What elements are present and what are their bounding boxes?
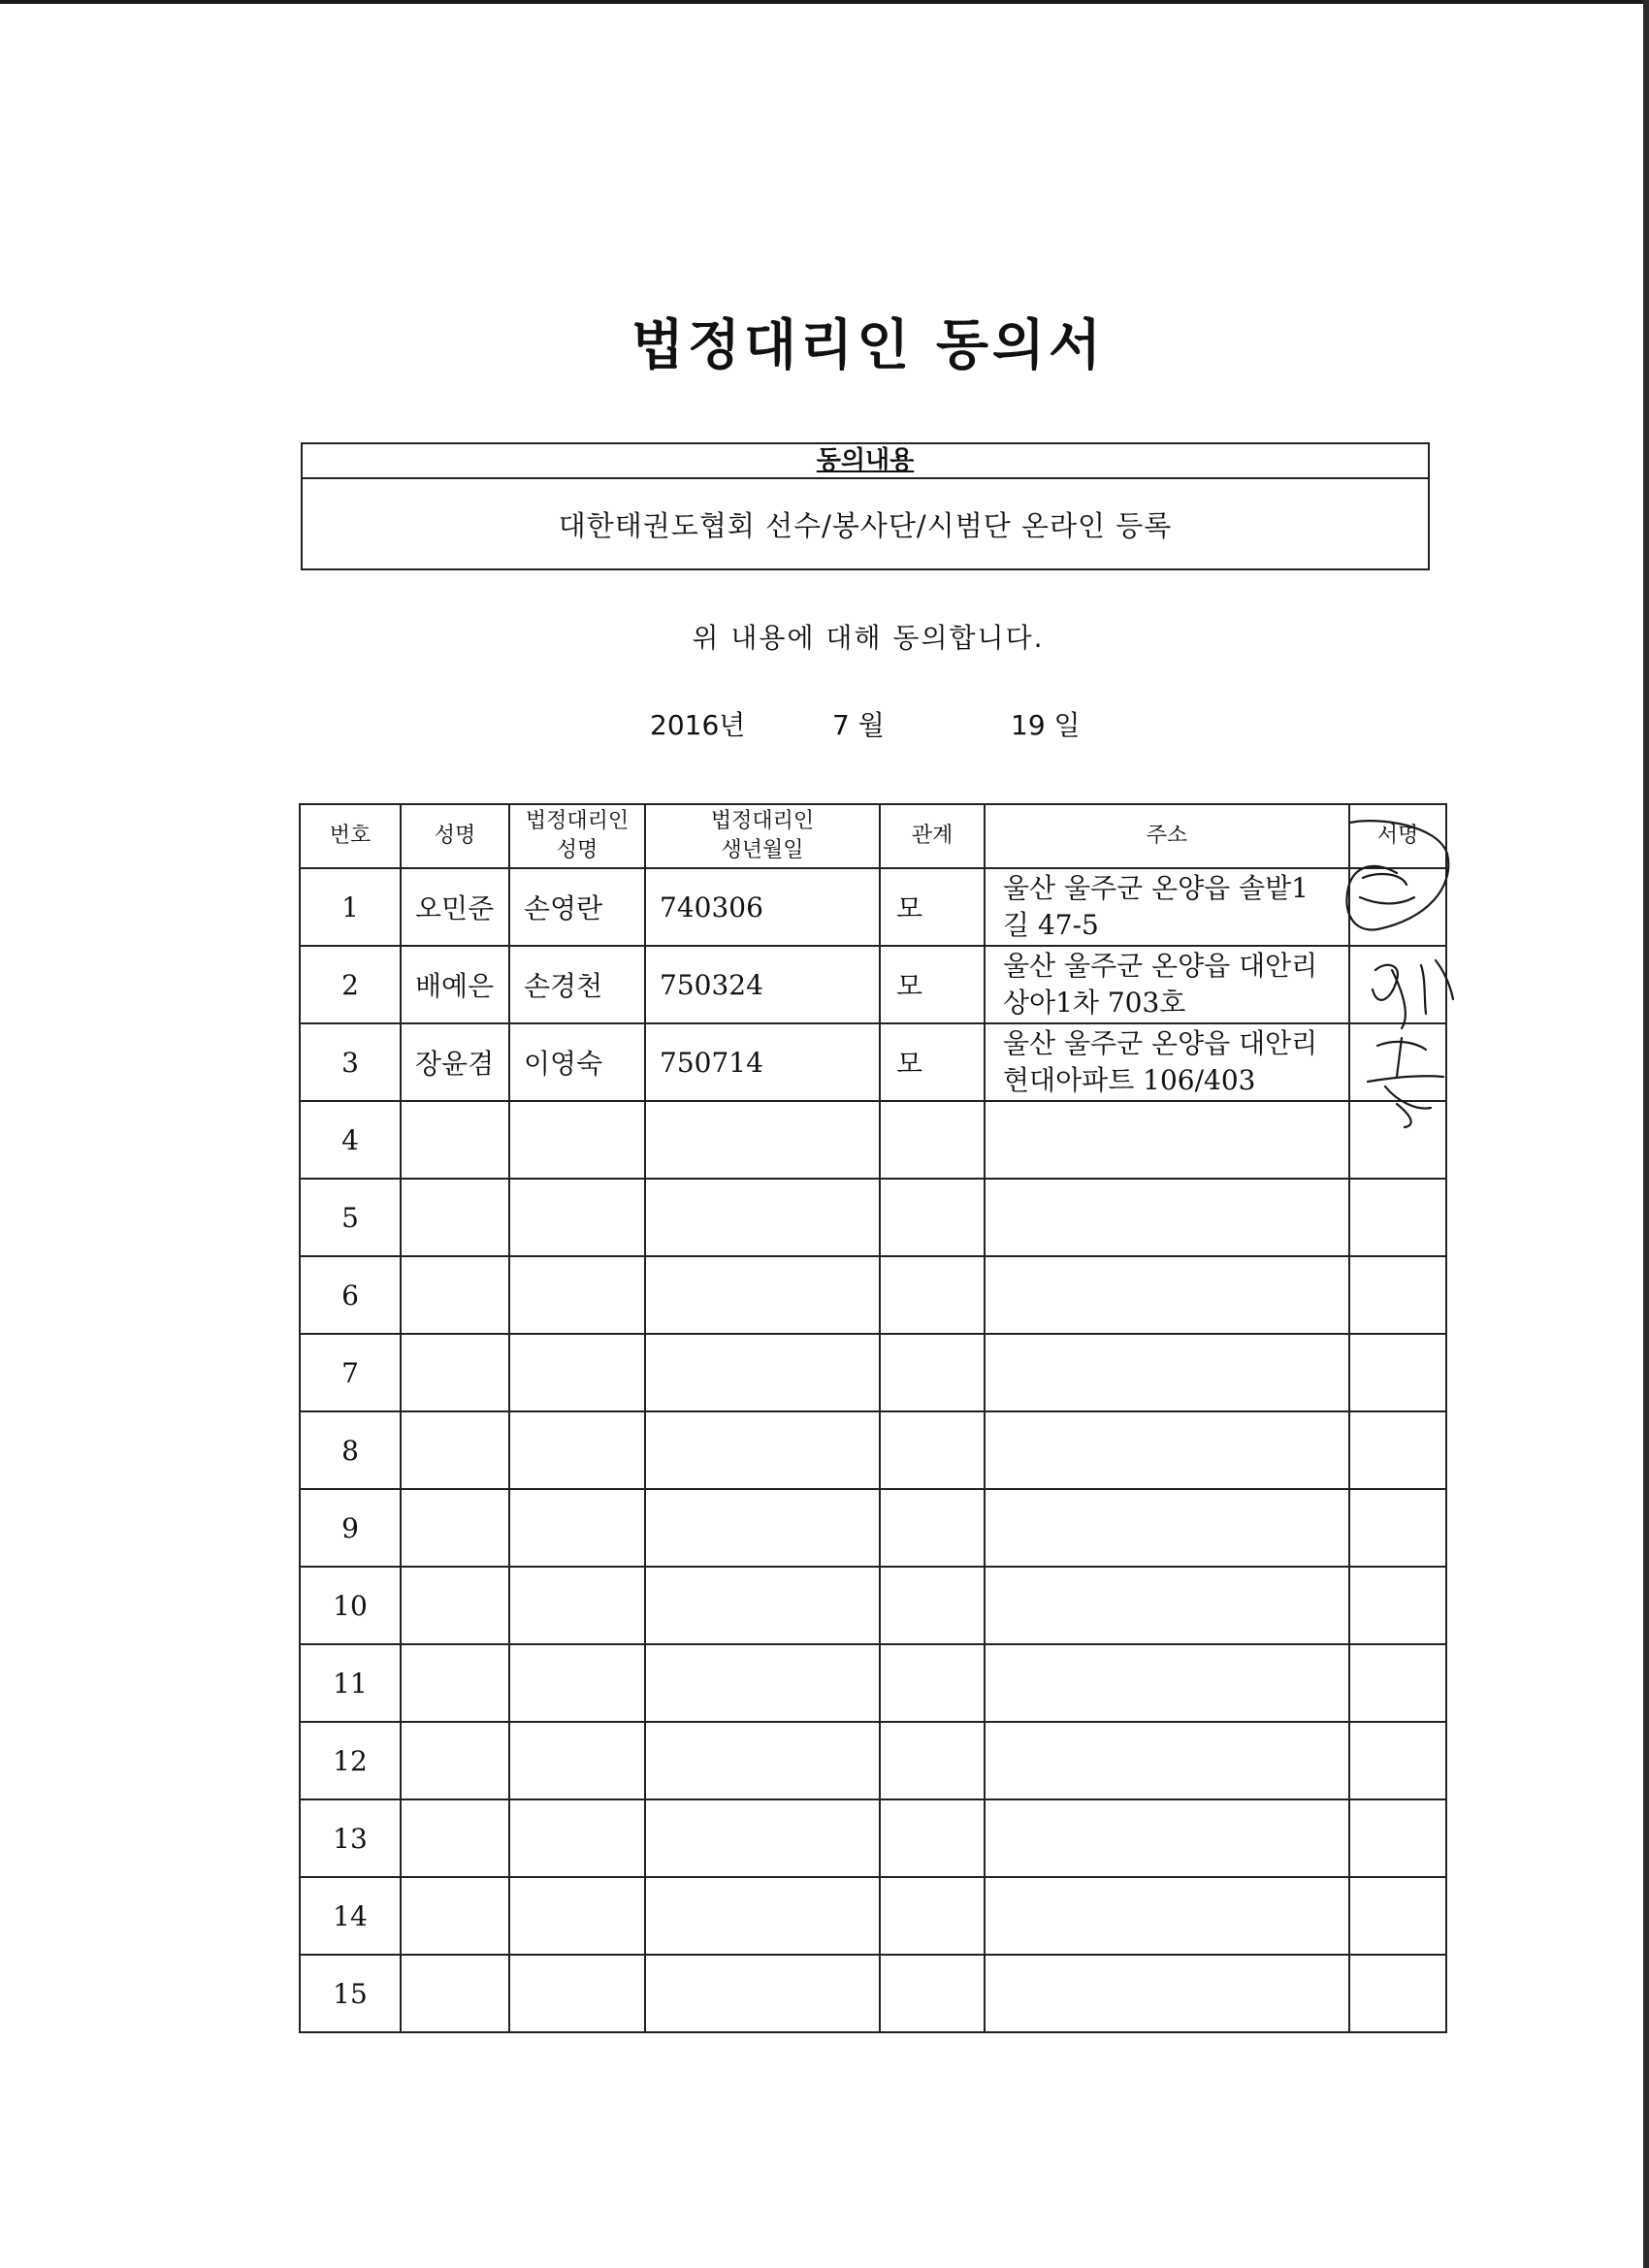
consent-header-text: 동의내용 bbox=[816, 446, 915, 475]
cell-address bbox=[985, 1955, 1349, 2032]
cell-no: 2 bbox=[300, 946, 401, 1023]
table-row bbox=[300, 1101, 1446, 1179]
cell-address bbox=[985, 1877, 1349, 1955]
header-rep-name-line2: 성명 bbox=[556, 838, 598, 862]
cell-rep-birth: 750324 bbox=[645, 946, 880, 1023]
cell-rep-name bbox=[509, 1179, 645, 1256]
table-row bbox=[300, 1411, 1446, 1489]
address-line2: 현대아파트 106/403 bbox=[1003, 1064, 1256, 1096]
cell-relation bbox=[880, 1567, 985, 1644]
cell-no: 11 bbox=[300, 1644, 401, 1722]
table-row bbox=[300, 1256, 1446, 1334]
cell-signature bbox=[1349, 1411, 1446, 1489]
cell-rep-birth bbox=[645, 1411, 880, 1489]
cell-no: 7 bbox=[300, 1334, 401, 1411]
cell-no: 3 bbox=[300, 1023, 401, 1101]
cell-name bbox=[401, 1334, 509, 1411]
cell-name bbox=[401, 1179, 509, 1256]
cell-no: 9 bbox=[300, 1489, 401, 1567]
cell-no: 5 bbox=[300, 1179, 401, 1256]
table-row bbox=[300, 1644, 1446, 1722]
scan-edge-top bbox=[0, 0, 1649, 4]
cell-rep-birth bbox=[645, 1101, 880, 1179]
cell-rep-birth bbox=[645, 1877, 880, 1955]
cell-rep-name: 손경천 bbox=[509, 946, 645, 1023]
table-row bbox=[300, 946, 1446, 1023]
cell-signature bbox=[1349, 1256, 1446, 1334]
roster-table bbox=[299, 803, 1447, 2033]
address-line2: 상아1차 703호 bbox=[1003, 987, 1186, 1019]
table-header-row bbox=[300, 804, 1446, 868]
cell-signature bbox=[1349, 1334, 1446, 1411]
cell-rep-name bbox=[509, 1877, 645, 1955]
cell-address bbox=[985, 868, 1349, 946]
cell-rep-name bbox=[509, 1489, 645, 1567]
cell-name bbox=[401, 1101, 509, 1179]
cell-rep-name bbox=[509, 1722, 645, 1799]
table-row bbox=[300, 1023, 1446, 1101]
address-line1: 울산 울주군 온양읍 솔밭1 bbox=[1003, 872, 1309, 904]
cell-rep-birth: 740306 bbox=[645, 868, 880, 946]
cell-relation bbox=[880, 1179, 985, 1256]
header-address: 주소 bbox=[985, 804, 1349, 868]
header-name: 성명 bbox=[401, 804, 509, 868]
cell-relation bbox=[880, 1955, 985, 2032]
cell-relation bbox=[880, 1334, 985, 1411]
cell-relation: 모 bbox=[880, 946, 985, 1023]
cell-relation bbox=[880, 1722, 985, 1799]
cell-signature bbox=[1349, 1644, 1446, 1722]
cell-no: 15 bbox=[300, 1955, 401, 2032]
cell-signature bbox=[1349, 1489, 1446, 1567]
date-day: 19 일 bbox=[1011, 709, 1081, 741]
cell-signature bbox=[1349, 1179, 1446, 1256]
cell-no: 6 bbox=[300, 1256, 401, 1334]
cell-rep-birth bbox=[645, 1334, 880, 1411]
header-relation: 관계 bbox=[880, 804, 985, 868]
cell-signature bbox=[1349, 868, 1446, 946]
header-rep-name-line1: 법정대리인 bbox=[525, 809, 630, 833]
cell-name: 오민준 bbox=[401, 868, 509, 946]
cell-name bbox=[401, 1256, 509, 1334]
cell-relation bbox=[880, 1489, 985, 1567]
cell-rep-birth bbox=[645, 1644, 880, 1722]
cell-rep-name bbox=[509, 1411, 645, 1489]
consent-header bbox=[303, 444, 1428, 479]
table-row bbox=[300, 1799, 1446, 1877]
date-month: 7 월 bbox=[832, 709, 885, 741]
cell-name bbox=[401, 1489, 509, 1567]
cell-rep-name bbox=[509, 1955, 645, 2032]
cell-address bbox=[985, 1722, 1349, 1799]
cell-rep-name: 손영란 bbox=[509, 868, 645, 946]
cell-rep-name bbox=[509, 1256, 645, 1334]
roster-body bbox=[300, 868, 1446, 2032]
cell-name bbox=[401, 1644, 509, 1722]
table-row bbox=[300, 1334, 1446, 1411]
cell-address bbox=[985, 1334, 1349, 1411]
cell-rep-birth bbox=[645, 1955, 880, 2032]
cell-name bbox=[401, 1411, 509, 1489]
cell-rep-name: 이영숙 bbox=[509, 1023, 645, 1101]
cell-rep-birth bbox=[645, 1179, 880, 1256]
agree-statement: 위 내용에 대해 동의합니다. bbox=[692, 622, 1045, 654]
cell-rep-name bbox=[509, 1567, 645, 1644]
cell-no: 10 bbox=[300, 1567, 401, 1644]
cell-rep-name bbox=[509, 1799, 645, 1877]
cell-address bbox=[985, 946, 1349, 1023]
cell-signature bbox=[1349, 1877, 1446, 1955]
cell-name bbox=[401, 1955, 509, 2032]
consent-body: 대한태권도협회 선수/봉사단/시범단 온라인 등록 bbox=[558, 509, 1173, 542]
cell-signature bbox=[1349, 1955, 1446, 2032]
table-row bbox=[300, 868, 1446, 946]
address-line1: 울산 울주군 온양읍 대안리 bbox=[1003, 950, 1318, 982]
cell-name bbox=[401, 1799, 509, 1877]
cell-rep-name bbox=[509, 1101, 645, 1179]
cell-rep-birth bbox=[645, 1722, 880, 1799]
address-line2: 길 47-5 bbox=[1003, 909, 1099, 941]
table-row bbox=[300, 1567, 1446, 1644]
cell-rep-birth bbox=[645, 1567, 880, 1644]
cell-no: 12 bbox=[300, 1722, 401, 1799]
document-title: 법정대리인 동의서 bbox=[630, 314, 1106, 377]
cell-no: 14 bbox=[300, 1877, 401, 1955]
cell-no: 13 bbox=[300, 1799, 401, 1877]
cell-name bbox=[401, 1567, 509, 1644]
cell-relation: 모 bbox=[880, 1023, 985, 1101]
cell-name bbox=[401, 1722, 509, 1799]
cell-address bbox=[985, 1799, 1349, 1877]
cell-signature bbox=[1349, 1722, 1446, 1799]
table-row bbox=[300, 1489, 1446, 1567]
header-rep-birth-line2: 생년월일 bbox=[721, 838, 804, 862]
cell-signature bbox=[1349, 1567, 1446, 1644]
cell-rep-birth: 750714 bbox=[645, 1023, 880, 1101]
cell-relation bbox=[880, 1799, 985, 1877]
cell-rep-name bbox=[509, 1644, 645, 1722]
header-no: 번호 bbox=[300, 804, 401, 868]
header-rep-name bbox=[509, 804, 645, 868]
cell-relation bbox=[880, 1256, 985, 1334]
table-row bbox=[300, 1179, 1446, 1256]
cell-signature bbox=[1349, 946, 1446, 1023]
cell-address bbox=[985, 1101, 1349, 1179]
cell-name: 배예은 bbox=[401, 946, 509, 1023]
header-rep-birth bbox=[645, 804, 880, 868]
cell-relation: 모 bbox=[880, 868, 985, 946]
address-line1: 울산 울주군 온양읍 대안리 bbox=[1003, 1027, 1318, 1059]
cell-no: 1 bbox=[300, 868, 401, 946]
cell-signature bbox=[1349, 1101, 1446, 1179]
header-rep-birth-line1: 법정대리인 bbox=[710, 809, 815, 833]
cell-address bbox=[985, 1489, 1349, 1567]
cell-relation bbox=[880, 1877, 985, 1955]
date-year: 2016년 bbox=[650, 709, 746, 741]
cell-signature bbox=[1349, 1023, 1446, 1101]
cell-no: 8 bbox=[300, 1411, 401, 1489]
cell-address bbox=[985, 1179, 1349, 1256]
cell-no: 4 bbox=[300, 1101, 401, 1179]
cell-signature bbox=[1349, 1799, 1446, 1877]
cell-relation bbox=[880, 1644, 985, 1722]
table-row bbox=[300, 1877, 1446, 1955]
cell-rep-name bbox=[509, 1334, 645, 1411]
consent-box bbox=[301, 442, 1430, 570]
cell-relation bbox=[880, 1101, 985, 1179]
cell-address bbox=[985, 1411, 1349, 1489]
cell-name bbox=[401, 1877, 509, 1955]
table-row bbox=[300, 1955, 1446, 2032]
cell-name: 장윤겸 bbox=[401, 1023, 509, 1101]
cell-address bbox=[985, 1644, 1349, 1722]
cell-rep-birth bbox=[645, 1489, 880, 1567]
cell-address bbox=[985, 1567, 1349, 1644]
header-signature: 서명 bbox=[1349, 804, 1446, 868]
table-row bbox=[300, 1722, 1446, 1799]
cell-address bbox=[985, 1023, 1349, 1101]
cell-relation bbox=[880, 1411, 985, 1489]
cell-rep-birth bbox=[645, 1799, 880, 1877]
cell-rep-birth bbox=[645, 1256, 880, 1334]
cell-address bbox=[985, 1256, 1349, 1334]
